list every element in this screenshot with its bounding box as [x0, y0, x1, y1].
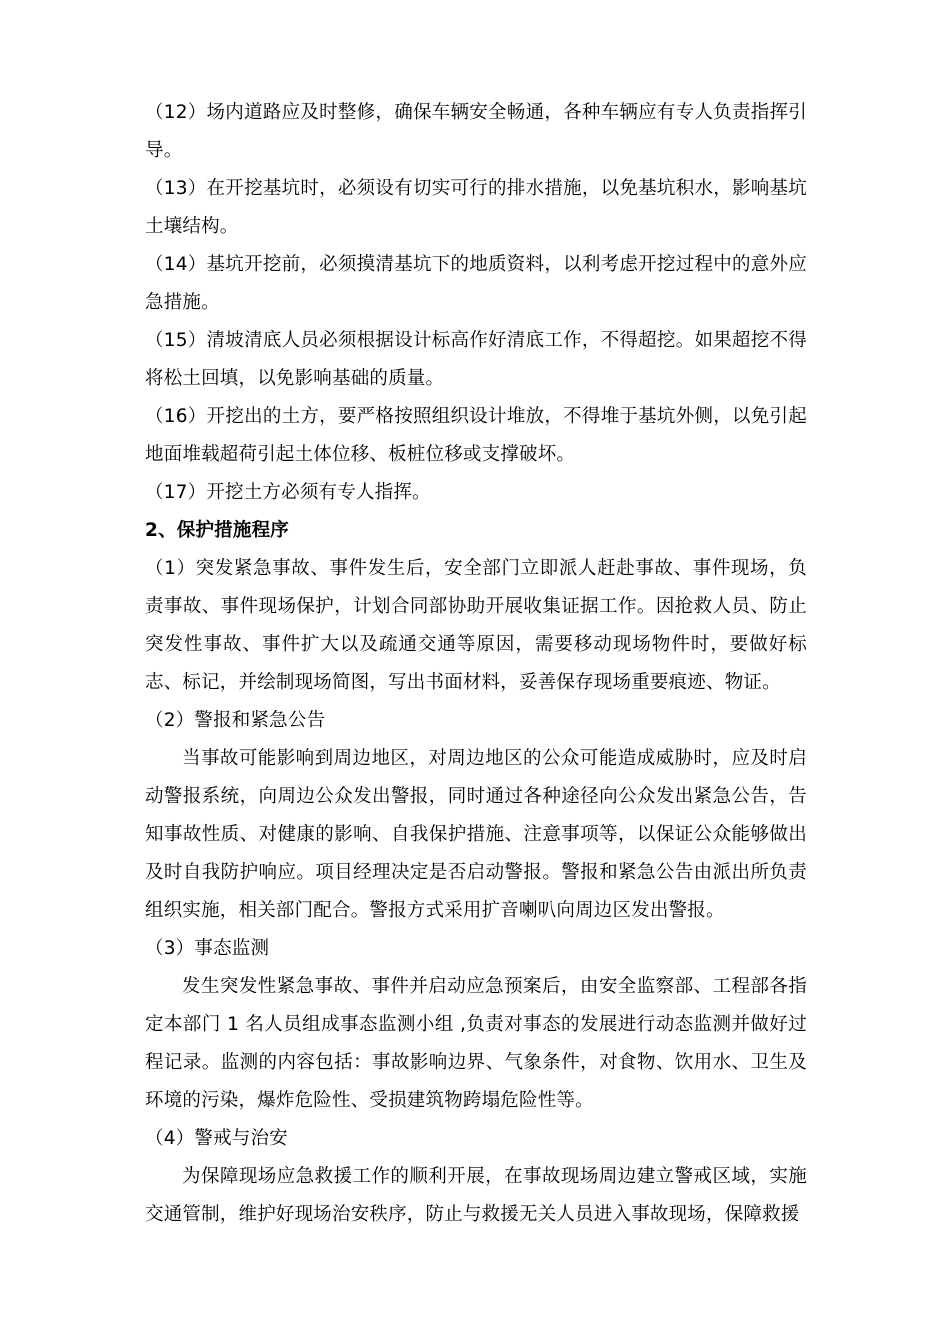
document-body — [145, 94, 807, 1234]
paragraph-item-15: （15）清坡清底人员必须根据设计标高作好清底工作，不得超挖。如果超挖不得将松土回填，以免影响基础的质量。 — [145, 330, 807, 389]
section-heading: 2、保护措施程序 — [145, 520, 289, 541]
paragraph-alarm-body: 当事故可能影响到周边地区，对周边地区的公众可能造成威胁时，应及时启动警报系统，向周边公众发出警报，同时通过各种途径向公众发出紧急公告，告知事故性质、对健康的影响、自我保护措施、注意事项等，以保证公众能够做出及时自我防护响应。项目经理决定是否启动警报。警报和紧急公告由派出所负责组织实施，相关部门配合。警报方式采用扩音喇叭向周边区发出警报。 — [145, 748, 807, 921]
paragraph-security-body: 为保障现场应急救援工作的顺利开展，在事故现场周边建立警戒区域，实施交通管制，维护好现场治安秩序，防止与救援无关人员进入事故现场，保障救援 — [145, 1166, 807, 1225]
paragraph-item-16: （16）开挖出的土方，要严格按照组织设计堆放，不得堆于基坑外侧，以免引起地面堆载超荷引起土体位移、板桩位移或支撑破坏。 — [145, 406, 807, 465]
subheading-security: （4）警戒与治安 — [145, 1128, 288, 1149]
subheading-monitoring: （3）事态监测 — [145, 938, 270, 959]
paragraph-item-12: （12）场内道路应及时整修，确保车辆安全畅通，各种车辆应有专人负责指挥引导。 — [145, 102, 807, 161]
paragraph-monitoring-body: 发生突发性紧急事故、事件并启动应急预案后，由安全监察部、工程部各指定本部门 1 名人员组成事态监测小组 ,负责对事态的发展进行动态监测并做好过程记录。监测的内容包括：事故影响边界、气象条件，对食物、饮用水、卫生及环境的污染，爆炸危险性、受损建筑物跨塌危险性等。 — [145, 976, 807, 1111]
subheading-alarm: （2）警报和紧急公告 — [145, 710, 326, 731]
paragraph-item-1: （1）突发紧急事故、事件发生后，安全部门立即派人赶赴事故、事件现场，负责事故、事件现场保护，计划合同部协助开展收集证据工作。因抢救人员、防止突发性事故、事件扩大以及疏通交通等原因，需要移动现场物件时，要做好标志、标记，并绘制现场简图，写出书面材料，妥善保存现场重要痕迹、物证。 — [145, 558, 807, 693]
paragraph-item-13: （13）在开挖基坑时，必须设有切实可行的排水措施，以免基坑积水，影响基坑土壤结构。 — [145, 178, 807, 237]
paragraph-item-17: （17）开挖土方必须有专人指挥。 — [145, 482, 431, 503]
paragraph-item-14: （14）基坑开挖前，必须摸清基坑下的地质资料，以利考虑开挖过程中的意外应急措施。 — [145, 254, 807, 313]
